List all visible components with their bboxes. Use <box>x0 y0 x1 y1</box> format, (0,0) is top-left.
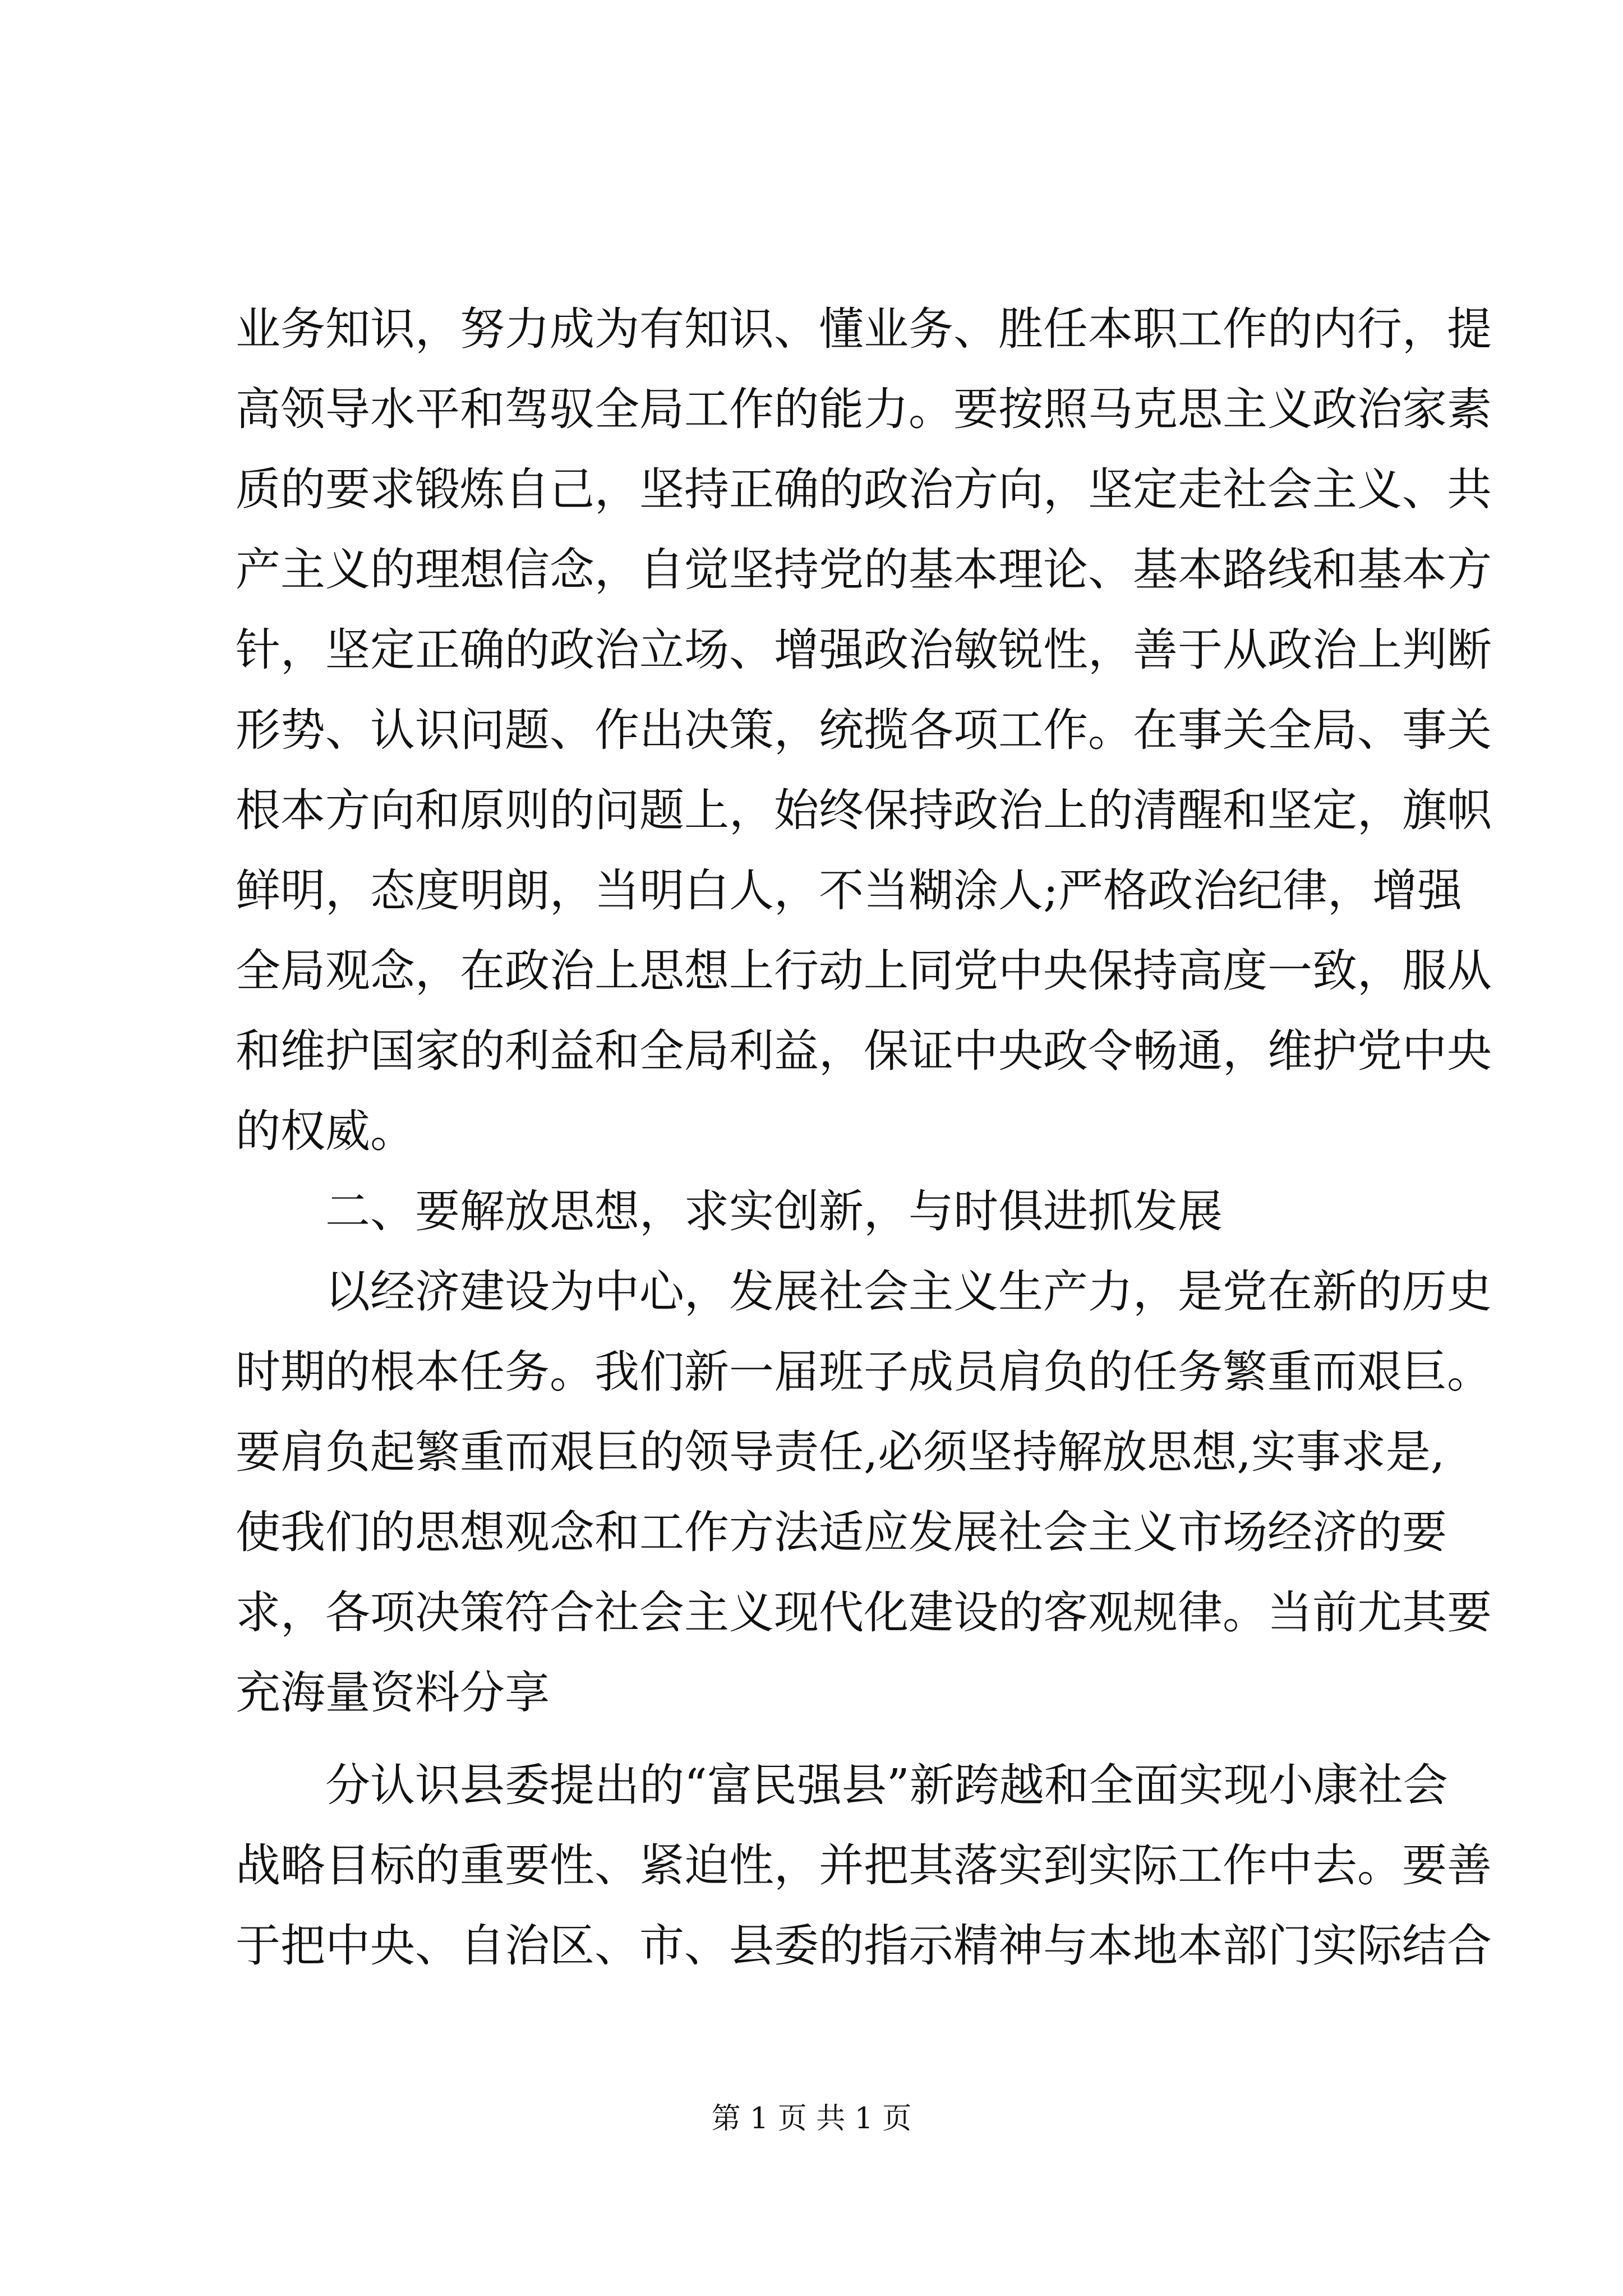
text-line: 时期的根本任务。我们新一届班子成员肩负的任务繁重而艰巨。 <box>236 1346 1492 1398</box>
text-line: 求，各项决策符合社会主义现代化建设的客观规律。当前尤其要 <box>236 1586 1492 1639</box>
text-line: 产主义的理想信念，自觉坚持党的基本理论、基本路线和基本方 <box>236 544 1492 596</box>
text-line: 的权威。 <box>236 1105 415 1157</box>
text-line: 以经济建设为中心，发展社会主义生产力，是党在新的历史 <box>236 1266 1492 1318</box>
text-line: 分认识县委提出的“富民强县”新跨越和全面实现小康社会 <box>236 1759 1448 1811</box>
text-line: 使我们的思想观念和工作方法适应发展社会主义市场经济的要 <box>236 1506 1447 1558</box>
text-line: 要肩负起繁重而艰巨的领导责任,必须坚持解放思想,实事求是, <box>236 1426 1445 1478</box>
text-line: 针，坚定正确的政治立场、增强政治敏锐性，善于从政治上判断 <box>236 624 1492 676</box>
text-line: 和维护国家的利益和全局利益，保证中央政令畅通，维护党中央 <box>236 1025 1492 1077</box>
text-line: 根本方向和原则的问题上，始终保持政治上的清醒和坚定，旗帜 <box>236 784 1492 836</box>
text-line: 高领导水平和驾驭全局工作的能力。要按照马克思主义政治家素 <box>236 383 1492 435</box>
text-line: 形势、认识问题、作出决策，统揽各项工作。在事关全局、事关 <box>236 704 1492 756</box>
text-line: 于把中央、自治区、市、县委的指示精神与本地本部门实际结合 <box>236 1920 1492 1972</box>
text-line: 业务知识，努力成为有知识、懂业务、胜任本职工作的内行，提 <box>236 303 1492 355</box>
text-line: 战略目标的重要性、紧迫性，并把其落实到实际工作中去。要善 <box>236 1839 1492 1892</box>
page-footer: 第 1 页 共 1 页 <box>711 2102 912 2136</box>
text-line: 充海量资料分享 <box>236 1667 550 1719</box>
document-body <box>236 289 1492 1986</box>
text-line: 质的要求锻炼自己，坚持正确的政治方向，坚定走社会主义、共 <box>236 463 1492 516</box>
paragraph-gap <box>236 1733 1424 1745</box>
text-line: 全局观念，在政治上思想上行动上同党中央保持高度一致，服从 <box>236 945 1492 997</box>
text-line: 鲜明，态度明朗，当明白人，不当糊涂人;严格政治纪律，增强 <box>236 864 1462 917</box>
section-heading: 二、要解放思想，求实创新，与时俱进抓发展 <box>236 1185 1223 1237</box>
